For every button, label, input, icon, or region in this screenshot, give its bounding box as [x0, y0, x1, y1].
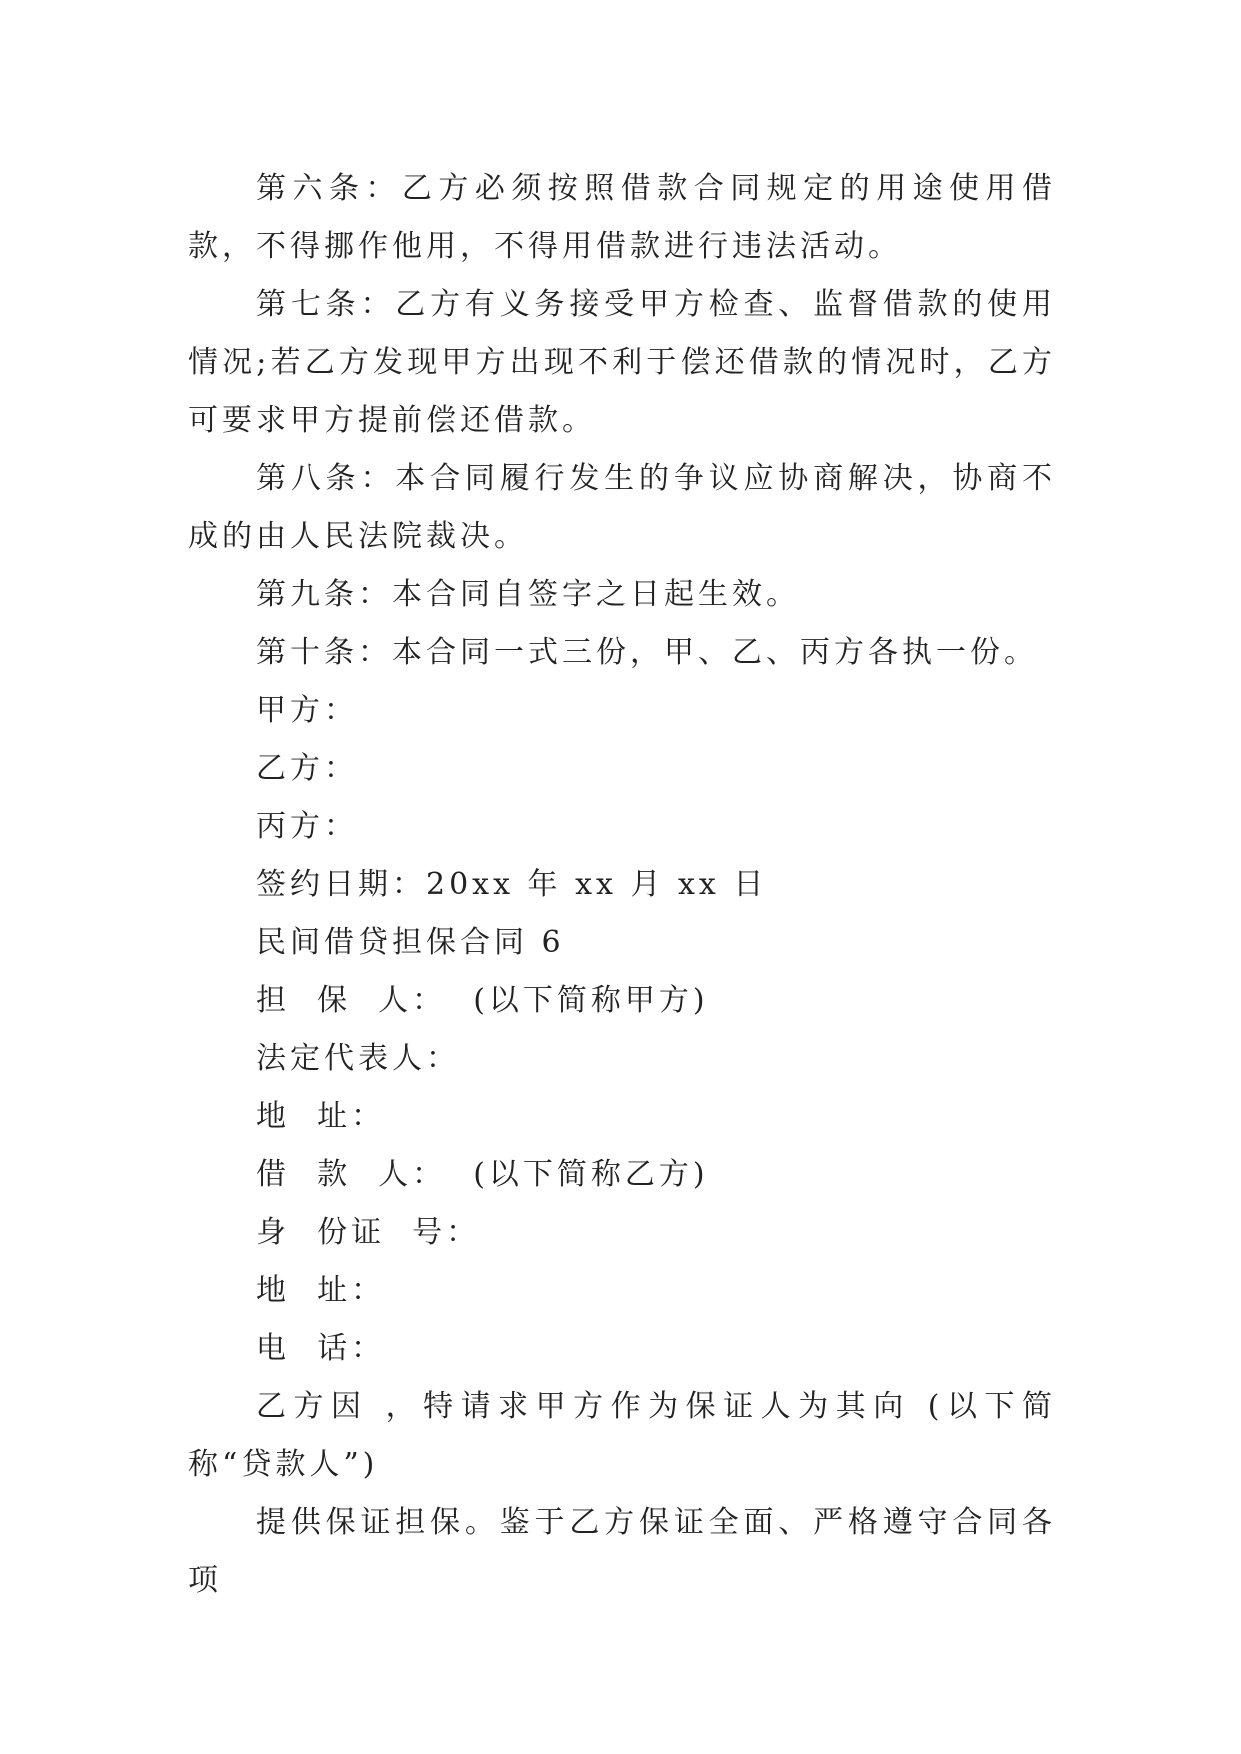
section-title: 民间借贷担保合同 6	[256, 925, 565, 960]
document-body	[188, 160, 1056, 1610]
phone-field: 电 话：	[256, 1331, 386, 1366]
clause-7: 第七条：乙方有义务接受甲方检查、监督借款的使用情况;若乙方发现甲方出现不利于偿还借款的情况时，乙方可要求甲方提前偿还借款。	[188, 287, 1056, 438]
party-b-signature-line: 乙方：	[256, 751, 358, 786]
guarantor-address-field: 地 址：	[256, 1099, 386, 1134]
id-number-field: 身 份证 号：	[256, 1215, 481, 1250]
guarantee-request-paragraph: 乙方因 ，特请求甲方作为保证人为其向 (以下简称“贷款人”)	[188, 1389, 1056, 1482]
party-a-signature-line: 甲方：	[256, 693, 358, 728]
borrower-address-field: 地 址：	[256, 1273, 386, 1308]
guarantor-field: 担 保 人： (以下简称甲方)	[256, 983, 709, 1018]
clause-10: 第十条：本合同一式三份，甲、乙、丙方各执一份。	[256, 635, 1038, 670]
signing-date: 签约日期：20xx 年 xx 月 xx 日	[256, 867, 768, 902]
guarantee-terms-paragraph: 提供保证担保。鉴于乙方保证全面、严格遵守合同各项	[188, 1505, 1056, 1598]
clause-8: 第八条：本合同履行发生的争议应协商解决，协商不成的由人民法院裁决。	[188, 461, 1056, 554]
legal-representative-field: 法定代表人：	[256, 1041, 460, 1076]
borrower-field: 借 款 人： (以下简称乙方)	[256, 1157, 709, 1192]
clause-6: 第六条：乙方必须按照借款合同规定的用途使用借款，不得挪作他用，不得用借款进行违法活动。	[188, 171, 1056, 264]
clause-9: 第九条：本合同自签字之日起生效。	[256, 577, 800, 612]
party-c-signature-line: 丙方：	[256, 809, 358, 844]
